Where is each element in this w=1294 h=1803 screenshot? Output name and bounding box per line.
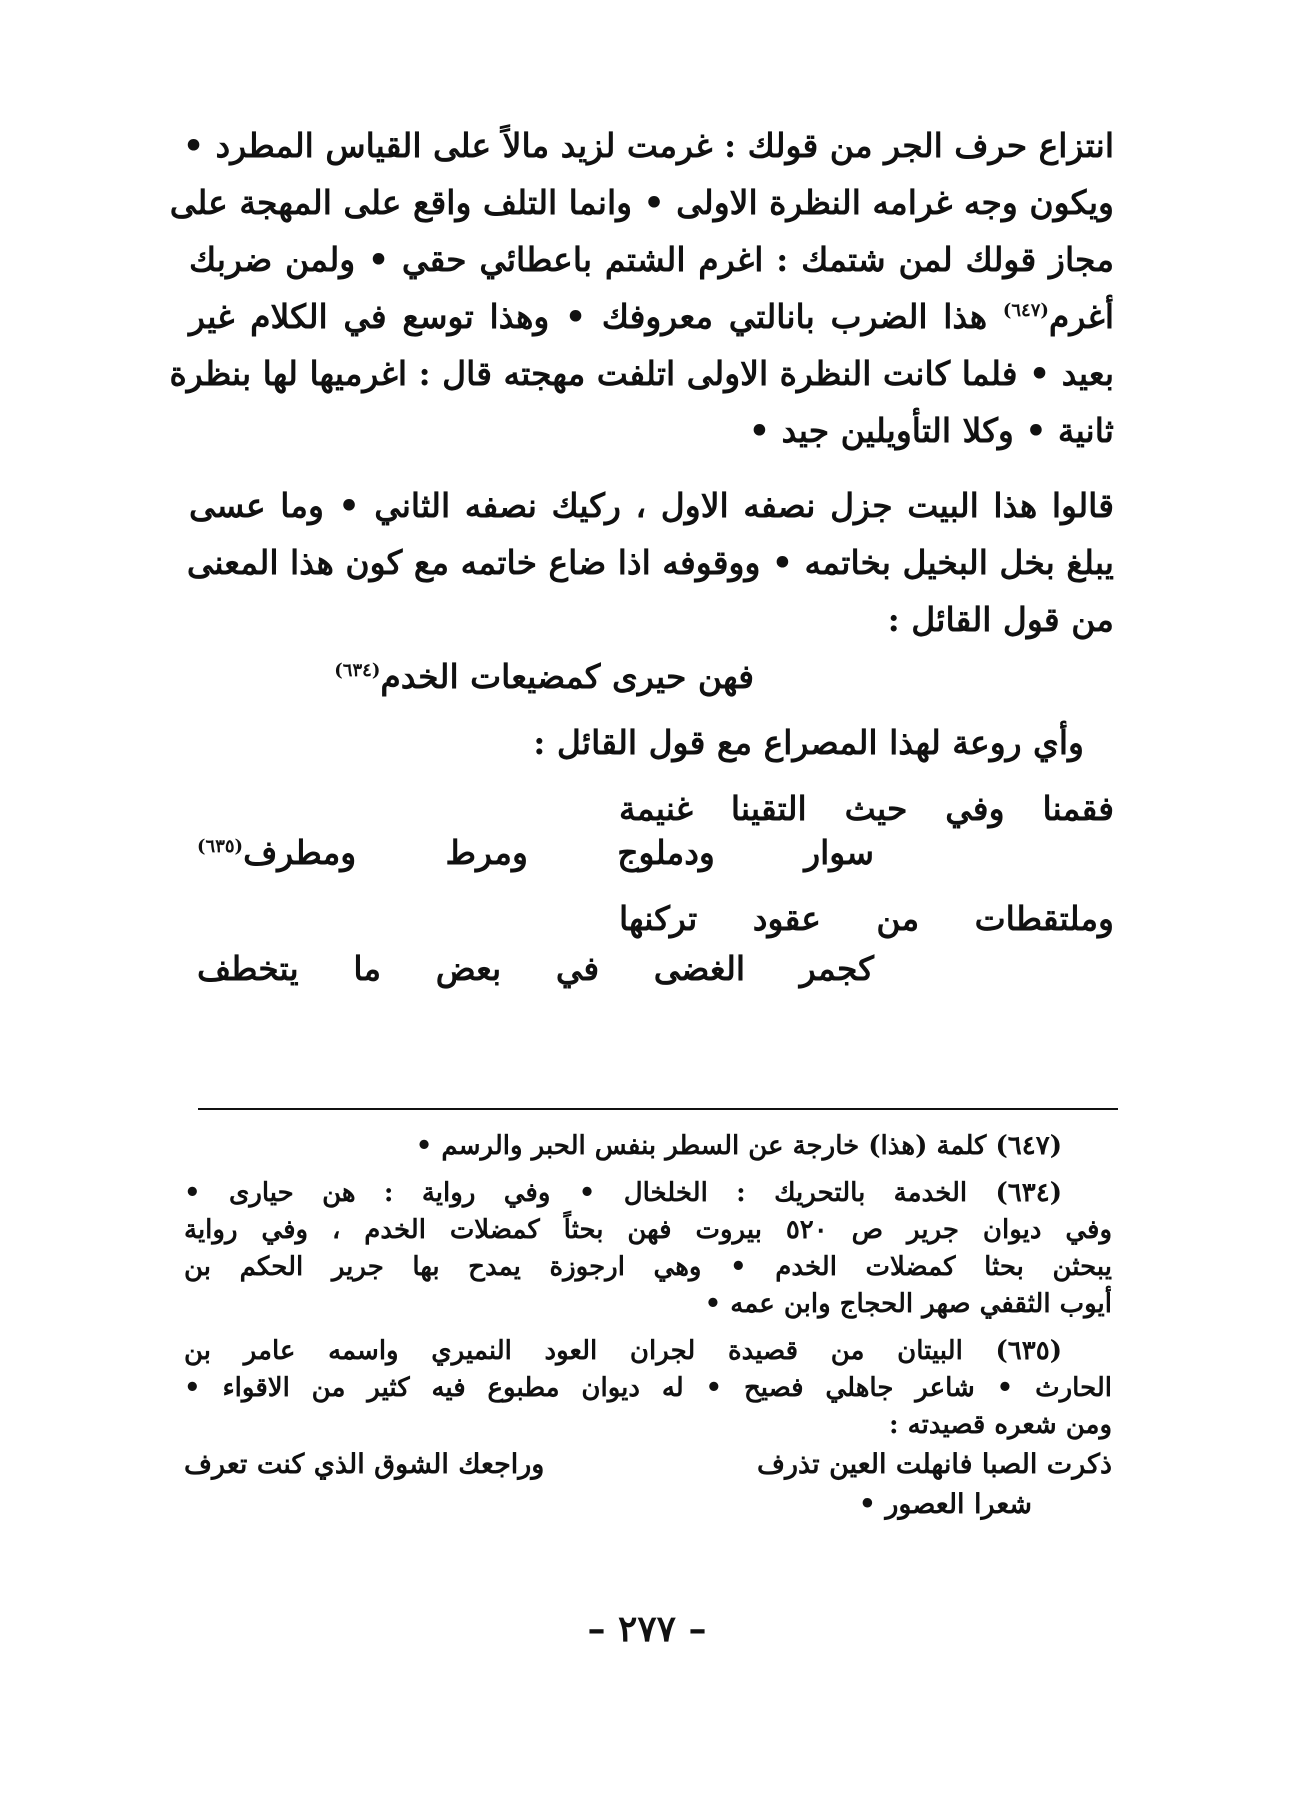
verse-text: فهن حيرى كمضيعات الخدم xyxy=(380,657,754,696)
footnotes xyxy=(184,1128,1112,1524)
verse-hemistich xyxy=(189,649,1114,715)
text-line xyxy=(189,289,1114,346)
footnote-line: الحارث • شاعر جاهلي فصيح • له ديوان مطبوع فيه كثير من الاقواء • xyxy=(184,1373,1112,1403)
text-line: انتزاع حرف الجر من قولك : غرمت لزيد مالاً على القياس المطرد • xyxy=(182,126,1114,165)
verse-line: وملتقطات من عقود تركنها xyxy=(619,899,1114,938)
footnote-line: (٦٣٤) الخدمة بالتحريك : الخلخال • وفي رواية : هن حيارى • xyxy=(184,1178,1062,1208)
verse-line: كجمر الغضى في بعض ما يتخطف xyxy=(197,949,874,988)
page-number: – ٢٧٧ – xyxy=(587,1608,707,1650)
footnote-line: (٦٣٥) البيتان من قصيدة لجران العود النميري واسمه عامر بن xyxy=(184,1336,1062,1366)
verse-line: فقمنا وفي حيث التقينا غنيمة xyxy=(619,789,1114,828)
text-line: من قول القائل : xyxy=(887,600,1114,639)
footnote-marker-647: (٦٤٧) xyxy=(1002,300,1049,321)
verse-text: سوار ودملوج ومرط ومطرف xyxy=(243,833,874,872)
footnote-marker-635: (٦٣٥) xyxy=(197,836,244,857)
footnote-line: (٦٤٧) كلمة (هذا) خارجة عن السطر بنفس الحبر والرسم • xyxy=(415,1131,1062,1161)
main-text xyxy=(169,118,1114,1007)
footnote-line: ومن شعره قصيدته : xyxy=(889,1410,1112,1440)
footnote-line: أيوب الثقفي صهر الحجاج وابن عمه • xyxy=(704,1289,1112,1319)
footnote-divider xyxy=(198,1108,1118,1110)
footnote-line: يبحثن بحثا كمضلات الخدم • وهي ارجوزة يمدح بها جرير الحكم بن xyxy=(184,1252,1112,1282)
text-line: ويكون وجه غرامه النظرة الاولى • وانما التلف واقع على المهجة على xyxy=(169,183,1114,222)
text-fragment: أغرم xyxy=(1048,297,1114,336)
text-fragment: هذا الضرب بانالتي معروفك • وهذا توسع في الكلام غير xyxy=(189,297,988,336)
footnote-marker-634: (٦٣٤) xyxy=(334,660,381,681)
text-line: ثانية • وكلا التأويلين جيد • xyxy=(748,411,1114,450)
footnote-source: شعرا العصور • xyxy=(858,1489,1032,1520)
footnote-line: وفي ديوان جرير ص ٥٢٠ بيروت فهن بحثاً كمضلات الخدم ، وفي رواية xyxy=(184,1215,1113,1245)
text-line: مجاز قولك لمن شتمك : اغرم الشتم باعطائي حقي • ولمن ضربك xyxy=(189,240,1114,279)
footnote-poem-verse xyxy=(184,1444,1112,1486)
text-line: قالوا هذا البيت جزل نصفه الاول ، ركيك نصفه الثاني • وما عسى xyxy=(189,486,1114,525)
text-line: يبلغ بخل البخيل بخاتمه • ووقوفه اذا ضاع خاتمه مع كون هذا المعنى xyxy=(186,543,1114,582)
poem-hemistich-right: ذكرت الصبا فانهلت العين تذرف xyxy=(756,1449,1112,1480)
text-line: بعيد • فلما كانت النظرة الاولى اتلفت مهجته قال : اغرميها لها بنظرة xyxy=(169,354,1114,393)
poem-hemistich-left: وراجعك الشوق الذي كنت تعرف xyxy=(184,1449,545,1480)
verse-intro: وأي روعة لهذا المصراع مع قول القائل : xyxy=(533,723,1084,762)
